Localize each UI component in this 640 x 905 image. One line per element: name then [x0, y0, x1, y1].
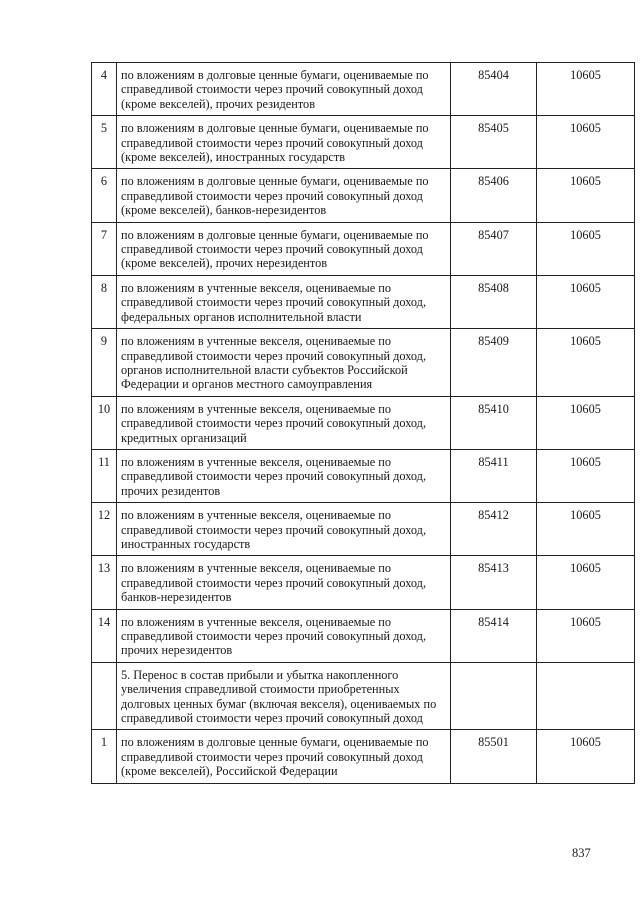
row-account-cell: 10605	[537, 275, 635, 328]
table-row	[92, 329, 635, 397]
row-number-cell: 9	[92, 329, 117, 397]
row-code-cell: 85404	[451, 63, 537, 116]
table-row	[92, 503, 635, 556]
table-row	[92, 275, 635, 328]
row-code-cell: 85412	[451, 503, 537, 556]
row-account-cell: 10605	[537, 503, 635, 556]
row-description-cell: по вложениям в учтенные векселя, оцениваемые по справедливой стоимости через прочий совокупный доход, иностранных государств	[117, 503, 451, 556]
row-description-cell: по вложениям в учтенные векселя, оцениваемые по справедливой стоимости через прочий совокупный доход, банков-нерезидентов	[117, 556, 451, 609]
table-row	[92, 169, 635, 222]
row-code-cell: 85406	[451, 169, 537, 222]
row-number-cell: 14	[92, 609, 117, 662]
row-account-cell: 10605	[537, 63, 635, 116]
row-account-cell: 10605	[537, 222, 635, 275]
table-row	[92, 116, 635, 169]
row-number-cell: 11	[92, 449, 117, 502]
row-account-cell: 10605	[537, 730, 635, 783]
row-number-cell: 5	[92, 116, 117, 169]
table-row	[92, 730, 635, 783]
row-number-cell	[92, 662, 117, 730]
row-number-cell: 1	[92, 730, 117, 783]
row-number-cell: 8	[92, 275, 117, 328]
table-row	[92, 63, 635, 116]
row-number-cell: 12	[92, 503, 117, 556]
table-row	[92, 609, 635, 662]
row-description-cell: 5. Перенос в состав прибыли и убытка накопленного увеличения справедливой стоимости приобретенных долговых ценных бумаг (включая векселя), оцениваемых по справедливой стоимости через прочий совокупный доход	[117, 662, 451, 730]
table-row	[92, 449, 635, 502]
table-row	[92, 662, 635, 730]
row-account-cell: 10605	[537, 609, 635, 662]
row-code-cell: 85501	[451, 730, 537, 783]
row-number-cell: 4	[92, 63, 117, 116]
row-account-cell: 10605	[537, 169, 635, 222]
row-account-cell: 10605	[537, 449, 635, 502]
row-code-cell: 85411	[451, 449, 537, 502]
row-code-cell: 85407	[451, 222, 537, 275]
row-code-cell: 85409	[451, 329, 537, 397]
row-description-cell: по вложениям в учтенные векселя, оцениваемые по справедливой стоимости через прочий совокупный доход, органов исполнительной власти субъектов Российской Федерации и органов местного самоуправления	[117, 329, 451, 397]
page-number: 837	[572, 846, 591, 860]
row-code-cell: 85414	[451, 609, 537, 662]
row-account-cell: 10605	[537, 396, 635, 449]
account-codes-table	[91, 62, 635, 784]
row-number-cell: 13	[92, 556, 117, 609]
row-code-cell: 85408	[451, 275, 537, 328]
table-row	[92, 222, 635, 275]
row-code-cell: 85413	[451, 556, 537, 609]
row-code-cell: 85410	[451, 396, 537, 449]
row-description-cell: по вложениям в учтенные векселя, оцениваемые по справедливой стоимости через прочий совокупный доход, прочих нерезидентов	[117, 609, 451, 662]
row-description-cell: по вложениям в долговые ценные бумаги, оцениваемые по справедливой стоимости через прочий совокупный доход (кроме векселей), иностранных государств	[117, 116, 451, 169]
row-description-cell: по вложениям в учтенные векселя, оцениваемые по справедливой стоимости через прочий совокупный доход, федеральных органов исполнительной власти	[117, 275, 451, 328]
row-description-cell: по вложениям в долговые ценные бумаги, оцениваемые по справедливой стоимости через прочий совокупный доход (кроме векселей), прочих нерезидентов	[117, 222, 451, 275]
row-account-cell: 10605	[537, 556, 635, 609]
row-code-cell: 85405	[451, 116, 537, 169]
row-description-cell: по вложениям в долговые ценные бумаги, оцениваемые по справедливой стоимости через прочий совокупный доход (кроме векселей), прочих резидентов	[117, 63, 451, 116]
row-number-cell: 7	[92, 222, 117, 275]
row-description-cell: по вложениям в долговые ценные бумаги, оцениваемые по справедливой стоимости через прочий совокупный доход (кроме векселей), Российской Федерации	[117, 730, 451, 783]
row-account-cell	[537, 662, 635, 730]
row-number-cell: 6	[92, 169, 117, 222]
row-account-cell: 10605	[537, 329, 635, 397]
row-code-cell	[451, 662, 537, 730]
row-description-cell: по вложениям в учтенные векселя, оцениваемые по справедливой стоимости через прочий совокупный доход, кредитных организаций	[117, 396, 451, 449]
table-row	[92, 556, 635, 609]
table-row	[92, 396, 635, 449]
table-body	[92, 63, 635, 784]
row-description-cell: по вложениям в учтенные векселя, оцениваемые по справедливой стоимости через прочий совокупный доход, прочих резидентов	[117, 449, 451, 502]
row-description-cell: по вложениям в долговые ценные бумаги, оцениваемые по справедливой стоимости через прочий совокупный доход (кроме векселей), банков-нерезидентов	[117, 169, 451, 222]
row-number-cell: 10	[92, 396, 117, 449]
row-account-cell: 10605	[537, 116, 635, 169]
